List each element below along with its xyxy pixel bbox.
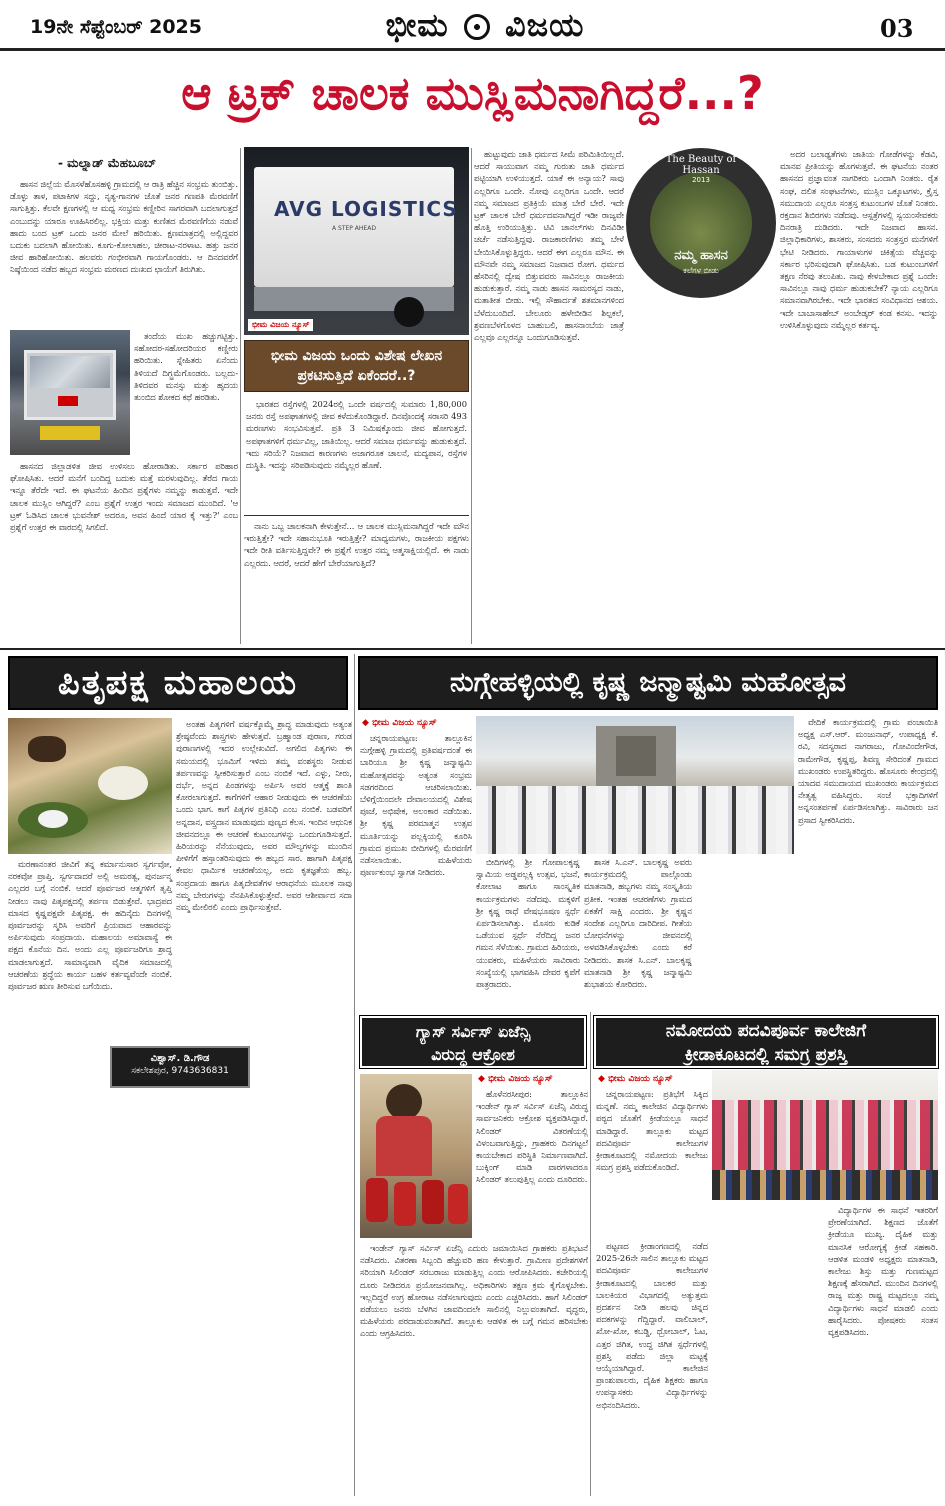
- issue-date: 19ನೇ ಸೆಪ್ಟೆಂಬರ್ 2025: [30, 16, 202, 38]
- nugge-col1: [360, 732, 472, 878]
- namo-photo: [712, 1070, 938, 1200]
- truck-photo: [244, 147, 469, 335]
- namo-para-2: ಪಟ್ಟಣದ ಕ್ರೀಡಾಂಗಣದಲ್ಲಿ ನಡೆದ 2025-26ನೇ ಸಾಲಿನ ತಾಲ್ಲೂಕು ಮಟ್ಟದ ಪದವಿಪೂರ್ವ ಕಾಲೇಜುಗಳ ಕ್ರೀಡಾಕೂಟದಲ್ಲಿ ಬಾಲಕರ ಮತ್ತು ಬಾಲಕಿಯರ ವಿಭಾಗದಲ್ಲಿ ಅತ್ಯುತ್ತಮ ಪ್ರದರ್ಶನ ನೀಡಿ ಹಲವು ಚಿನ್ನದ ಪದಕಗಳನ್ನು ಗೆದ್ದಿದ್ದಾರೆ. ವಾಲಿಬಾಲ್, ಖೋ-ಖೋ, ಕಬಡ್ಡಿ, ಥ್ರೋಬಾಲ್, ಓಟ, ಎತ್ತರ ಜಿಗಿತ, ಉದ್ದ ಜಿಗಿತ ಸ್ಪರ್ಧೆಗಳಲ್ಲಿ ಪ್ರಶಸ್ತಿ ಪಡೆದು ಜಿಲ್ಲಾ ಮಟ್ಟಕ್ಕೆ ಆಯ್ಕೆಯಾಗಿದ್ದಾರೆ. ಕಾಲೇಜಿನ ಪ್ರಾಂಶುಪಾಲರು, ದೈಹಿಕ ಶಿಕ್ಷಕರು ಹಾಗೂ ಉಪನ್ಯಾಸಕರು ವಿದ್ಯಾರ್ಥಿಗಳನ್ನು ಅಭಿನಂದಿಸಿದರು.: [596, 1241, 708, 1410]
- lead-col4-para: ಅದರ ಬಲಾಢ್ಯತೆಗಳು ಜಾತಿಯ ಗೋಡೆಗಳನ್ನು ಕೆಡವಿ, ಮಾನವ ಪ್ರೀತಿಯನ್ನು ಹೊಗಳುತ್ತವೆ. ಈ ಘಟನೆಯ ನಂತರ ಹಾಸನದ ಪ್ರಜ್ಞಾವಂತ ನಾಗರಿಕರು ಒಂದಾಗಿ ನಿಂತರು. ರೈತ ಸಂಘ, ದಲಿತ ಸಂಘಟನೆಗಳು, ಮುಸ್ಲಿಂ ಒಕ್ಕೂಟಗಳು, ಕ್ರೈಸ್ತ ಸಮುದಾಯ ಎಲ್ಲರೂ ಸಂತ್ರಸ್ತ ಕುಟುಂಬಗಳ ಜೊತೆ ನಿಂತರು. ರಕ್ತದಾನ ಶಿಬಿರಗಳು ನಡೆದವು. ಆಸ್ಪತ್ರೆಗಳಲ್ಲಿ ಸ್ವಯಂಸೇವಕರು ದಿನರಾತ್ರಿ ದುಡಿದರು. ಇದೇ ನಿಜವಾದ ಹಾಸನ. ಜಿಲ್ಲಾಧಿಕಾರಿಗಳು, ಶಾಸಕರು, ಸಂಸದರು ಸಂತ್ರಸ್ತರ ಮನೆಗಳಿಗೆ ಭೇಟಿ ನೀಡಿದರು. ಗಾಯಾಳುಗಳ ಚಿಕಿತ್ಸೆಯ ವೆಚ್ಚವನ್ನು ಸರ್ಕಾರ ಭರಿಸುವುದಾಗಿ ಘೋಷಿಸಿತು. ಬಡ ಕುಟುಂಬಗಳಿಗೆ ತಕ್ಷಣ ನೆರವು ತಲುಪಿತು. ನಾವು ಕೇಳಬೇಕಾದ ಪ್ರಶ್ನೆ ಒಂದೇ: ಸಾವಿನಲ್ಲೂ ನಾವು ಧರ್ಮ ಹುಡುಕಬೇಕೆ? ನ್ಯಾಯ ಎಲ್ಲರಿಗೂ ಸಮಾನವಾಗಿರಬೇಕು. ಇದೇ ಭಾರತದ ಸಂವಿಧಾನದ ಆಶಯ. ಇದೇ ಬಾಬಾಸಾಹೇಬ್ ಅಂಬೇಡ್ಕರ್ ಕಂಡ ಕನಸು. ಇದನ್ನು ಉಳಿಸಿಕೊಳ್ಳುವುದು ನಮ್ಮೆಲ್ಲರ ಕರ್ತವ್ಯ.: [780, 149, 938, 330]
- pitru-col2: [176, 718, 352, 1492]
- pitru-col1: [8, 858, 172, 1492]
- lead-byline: - ಮಲ್ನಾಡ್ ಮೆಹಬೂಬ್: [58, 156, 156, 170]
- paper-name-left: ಭೀಮ: [385, 6, 449, 44]
- pitru-author-name: ವಿಶ್ವಾಸ್. ಡಿ.ಗೌಡ: [150, 1053, 210, 1064]
- col-rule-4: [590, 1012, 591, 1496]
- lead-col3-para-a: ಹುಟ್ಟುವುದು ಜಾತಿ ಧರ್ಮದ ಸೀಮೆ ಪರಿಮಿತಿಯಿಲ್ಲದೆ. ಆದರೆ ಸಾಯುವಾಗ ನಮ್ಮ ಗುರುತು ಜಾತಿ ಧರ್ಮದ ಪಟ್ಟಿಯಾಗಿ ಉಳಿಯುತ್ತದೆ. ಯಾಕೆ ಈ ಅನ್ಯಾಯ? ಸಾವು ಎಲ್ಲರಿಗೂ ಒಂದೇ. ನೋವು ಎಲ್ಲರಿಗೂ ಒಂದೇ. ಆದರೆ ನಮ್ಮ ಸಮಾಜದ ಪ್ರತಿಕ್ರಿಯೆ ಮಾತ್ರ ಬೇರೆ ಬೇರೆ. ಇದೇ ಟ್ರಕ್ ಚಾಲಕ ಬೇರೆ ಧರ್ಮದವನಾಗಿದ್ದರೆ ಇಡೀ ರಾಜ್ಯವೇ ಹೊತ್ತಿ ಉರಿಯುತ್ತಿತ್ತು. ಟಿವಿ ಚಾನಲ್‌ಗಳು ದಿನವಿಡೀ ಚರ್ಚೆ ನಡೆಸುತ್ತಿದ್ದವು. ರಾಜಕಾರಣಿಗಳು ತಮ್ಮ ಬೇಳೆ ಬೇಯಿಸಿಕೊಳ್ಳುತ್ತಿದ್ದರು. ಆದರೆ ಈಗ ಎಲ್ಲರೂ ಮೌನ. ಈ ಮೌನವೇ ನಮ್ಮ ಸಮಾಜದ ನಿಜವಾದ ರೋಗ. ಧರ್ಮದ ಹೆಸರಿನಲ್ಲಿ ದ್ವೇಷ ಬಿತ್ತುವವರು ಸಾವಿನಲ್ಲೂ ರಾಜಕೀಯ ಹುಡುಕುತ್ತಾರೆ. ನಮ್ಮ ನಾಡು ಹಾಸನ ಸಾಮರಸ್ಯದ ನಾಡು, ಮತಾತೀತ ಬೀಡು. ಇಲ್ಲಿ ಸೌಹಾರ್ದತೆ ಶತಮಾನಗಳಿಂದ ಬೆಳೆದುಬಂದಿದೆ. ಬೇಲೂರು ಹಳೇಬೀಡಿನ ಶಿಲ್ಪಕಲೆ, ಶ್ರವಣಬೆಳಗೊಳದ ಬಾಹುಬಲಿ, ಹಾಸನಾಂಬೆಯ ಜಾತ್ರೆ ಎಲ್ಲವೂ ಎಲ್ಲರನ್ನೂ ಒಂದುಗೂಡಿಸುತ್ತವೆ.: [474, 149, 624, 343]
- hassan-logo-year: 2013: [692, 176, 710, 184]
- special-box-title-text: ಭೀಮ ವಿಜಯ ಒಂದು ವಿಶೇಷ ಲೇಖನ ಪ್ರಕಟಿಸುತ್ತಿದೆ ಏಕೆಂದರೆ..?: [270, 348, 443, 384]
- nugge-col4: [696, 856, 792, 1010]
- page-number: 03: [880, 14, 914, 43]
- pitru-para-1: ಮರಣಾನಂತರ ಜೀವಿಗೆ ತನ್ನ ಕರ್ಮಾನುಸಾರ ಸ್ವರ್ಗವೋ, ನರಕವೋ ಪ್ರಾಪ್ತಿ. ಸ್ವರ್ಗವಾದರೆ ಅಲ್ಲಿ ಅಮರತ್ವ, ಪುನರ್ಜನ್ಮ ಎಲ್ಲದರ ಬಗ್ಗೆ ನಂಬಿಕೆ. ಆದರೆ ಪೂರ್ವಜರ ಆತ್ಮಗಳಿಗೆ ತೃಪ್ತಿ ನೀಡಲು ನಾವು ಪಿತೃಪಕ್ಷದಲ್ಲಿ ತರ್ಪಣ ಬಿಡುತ್ತೇವೆ. ಭಾದ್ರಪದ ಮಾಸದ ಕೃಷ್ಣಪಕ್ಷವೇ ಪಿತೃಪಕ್ಷ. ಈ ಹದಿನೈದು ದಿನಗಳಲ್ಲಿ ಪೂರ್ವಜರನ್ನು ಸ್ಮರಿಸಿ ಅವರಿಗೆ ಪ್ರಿಯವಾದ ಆಹಾರವನ್ನು ಅರ್ಪಿಸುವುದು ಸಂಪ್ರದಾಯ. ಮಹಾಲಯ ಅಮಾವಾಸ್ಯೆ ಈ ಪಕ್ಷದ ಕೊನೆಯ ದಿನ. ಅಂದು ಎಲ್ಲ ಪೂರ್ವಜರಿಗೂ ಶ್ರಾದ್ಧ ಮಾಡಲಾಗುತ್ತದೆ. ಸಾಮಾನ್ಯವಾಗಿ ವೈದಿಕ ಸಮಾಜದಲ್ಲಿ ಆಚರಣೆಯ ಶ್ರದ್ಧೆಯ ಕಾರ್ಯ ಬಹಳ ಕರ್ತವ್ಯವೆಂದೇ ನಂಬಿಕೆ. ಪೂರ್ವಜರ ಋಣ ತೀರಿಸುವ ಬಗೆಯಿದು.: [8, 859, 172, 992]
- special-follow: [244, 520, 469, 642]
- nugge-para-2: ಬೀದಿಗಳಲ್ಲಿ ಶ್ರೀ ಗೋಪಾಲಕೃಷ್ಣ ಸ್ವಾಮಿಯ ಅಡ್ಡಪಲ್ಲಕ್ಕಿ ಉತ್ಸವ, ಭಜನೆ, ಕೋಲಾಟ ಹಾಗೂ ಸಾಂಸ್ಕೃತಿಕ ಕಾರ್ಯಕ್ರಮಗಳು ನಡೆದವು. ಮಕ್ಕಳಿಗೆ ಶ್ರೀ ಕೃಷ್ಣ ರಾಧೆ ವೇಷಭೂಷಣ ಸ್ಪರ್ಧೆ ಏರ್ಪಡಿಸಲಾಗಿತ್ತು. ಮೊಸರು ಕುಡಿಕೆ ಒಡೆಯುವ ಸ್ಪರ್ಧೆ ನೆರೆದಿದ್ದ ಜನರ ಗಮನ ಸೆಳೆಯಿತು. ಗ್ರಾಮದ ಹಿರಿಯರು, ಯುವಕರು, ಮಹಿಳೆಯರು ಸಾವಿರಾರು ಸಂಖ್ಯೆಯಲ್ಲಿ ಭಾಗವಹಿಸಿ ದೇವರ ಕೃಪೆಗೆ ಪಾತ್ರರಾದರು.: [476, 857, 580, 990]
- pitru-author-place: ಸಕಲೇಶಪುರ, 9743636831: [131, 1066, 229, 1076]
- lead-col3: [474, 148, 624, 378]
- nugge-para-4: ವೇದಿಕೆ ಕಾರ್ಯಕ್ರಮದಲ್ಲಿ ಗ್ರಾಮ ಪಂಚಾಯಿತಿ ಅಧ್ಯಕ್ಷ ಎಸ್.ಆರ್. ಮಂಜುನಾಥ್, ಉಪಾಧ್ಯಕ್ಷ ಕೆ. ರವಿ, ಸದಸ್ಯರಾದ ನಾಗರಾಜು, ಗೋವಿಂದೇಗೌಡ, ರಾಮೇಗೌಡ, ಕೃಷ್ಣಪ್ಪ, ಶಿವಣ್ಣ ಸೇರಿದಂತೆ ಗ್ರಾಮದ ಮುಖಂಡರು ಉಪಸ್ಥಿತರಿದ್ದರು. ಹೊಸೂರು ಕೇಂದ್ರದಲ್ಲಿ ಯಾದವ ಸಮುದಾಯದ ಮುಖಂಡರು ಕಾರ್ಯಕ್ರಮದ ನೇತೃತ್ವ ವಹಿಸಿದ್ದರು. ಸಂಜೆ ಭಕ್ತಾದಿಗಳಿಗೆ ಅನ್ನಸಂತರ್ಪಣೆ ಏರ್ಪಡಿಸಲಾಗಿತ್ತು. ಸಾವಿರಾರು ಜನ ಪ್ರಸಾದ ಸ್ವೀಕರಿಸಿದರು.: [798, 717, 938, 825]
- namo-para-3: ವಿದ್ಯಾರ್ಥಿಗಳ ಈ ಸಾಧನೆ ಇತರರಿಗೆ ಪ್ರೇರಣೆಯಾಗಿದೆ. ಶಿಕ್ಷಣದ ಜೊತೆಗೆ ಕ್ರೀಡೆಯೂ ಮುಖ್ಯ. ದೈಹಿಕ ಮತ್ತು ಮಾನಸಿಕ ಆರೋಗ್ಯಕ್ಕೆ ಕ್ರೀಡೆ ಸಹಕಾರಿ. ಆಡಳಿತ ಮಂಡಳಿ ಅಧ್ಯಕ್ಷರು ಮಾತನಾಡಿ, ಕಾಲೇಜು ಶಿಸ್ತು ಮತ್ತು ಗುಣಮಟ್ಟದ ಶಿಕ್ಷಣಕ್ಕೆ ಹೆಸರಾಗಿದೆ. ಮುಂದಿನ ದಿನಗಳಲ್ಲಿ ರಾಜ್ಯ ಮತ್ತು ರಾಷ್ಟ್ರ ಮಟ್ಟದಲ್ಲೂ ನಮ್ಮ ವಿದ್ಯಾರ್ಥಿಗಳು ಸಾಧನೆ ಮಾಡಲಿ ಎಂದು ಹಾರೈಸಿದರು. ಪೋಷಕರು ಸಂತಸ ವ್ಯಕ್ತಪಡಿಸಿದರು.: [828, 1205, 938, 1338]
- lead-col3-lower: [474, 380, 774, 642]
- hassan-logo-name: ನಮ್ಮ ಹಾಸನ: [674, 248, 728, 263]
- masthead-rule: [0, 48, 945, 51]
- gas-photo: [360, 1074, 472, 1238]
- nugge-para-3: ಶಾಸಕ ಸಿ.ಎನ್. ಬಾಲಕೃಷ್ಣ ಅವರು ಕಾರ್ಯಕ್ರಮದಲ್ಲಿ ಪಾಲ್ಗೊಂಡು ಮಾತನಾಡಿ, ಹಬ್ಬಗಳು ನಮ್ಮ ಸಂಸ್ಕೃತಿಯ ಪ್ರತೀಕ. ಇಂತಹ ಆಚರಣೆಗಳು ಗ್ರಾಮದ ಏಕತೆಗೆ ಸಾಕ್ಷಿ ಎಂದರು. ಶ್ರೀ ಕೃಷ್ಣನ ಸಂದೇಶ ಎಲ್ಲರಿಗೂ ದಾರಿದೀಪ. ಗೀತೆಯ ಬೋಧನೆಗಳನ್ನು ಜೀವನದಲ್ಲಿ ಅಳವಡಿಸಿಕೊಳ್ಳಬೇಕು ಎಂದು ಕರೆ ನೀಡಿದರು. ಶಾಸಕ ಸಿ.ಎನ್. ಬಾಲಕೃಷ್ಣ ಮಾತನಾಡಿ ಶ್ರೀ ಕೃಷ್ಣ ಜನ್ಮಾಷ್ಟಮಿ ಶುಭಾಶಯ ಕೋರಿದರು.: [584, 857, 692, 990]
- namo-headline-1: ನಮೋದಯ ಪದವಿಪೂರ್ವ ಕಾಲೇಜಿಗೆ: [665, 1021, 867, 1041]
- section-divider: [0, 648, 945, 650]
- pitru-photo: [8, 718, 172, 854]
- gas-para-2: ಇಂಡೇನ್ ಗ್ಯಾಸ್ ಸರ್ವಿಸ್ ಏಜೆನ್ಸಿ ಎದುರು ಜಮಾಯಿಸಿದ ಗ್ರಾಹಕರು ಪ್ರತಿಭಟನೆ ನಡೆಸಿದರು. ವಿತರಣಾ ಸಿಬ್ಬಂದಿ ಹೆಚ್ಚುವರಿ ಹಣ ಕೇಳುತ್ತಾರೆ. ಗ್ರಾಮೀಣ ಪ್ರದೇಶಗಳಿಗೆ ಸರಿಯಾಗಿ ಸಿಲಿಂಡರ್ ಸರಬರಾಜು ಮಾಡುತ್ತಿಲ್ಲ ಎಂದು ಆರೋಪಿಸಿದರು. ಕಚೇರಿಯಲ್ಲಿ ದೂರು ನೀಡಿದರೂ ಪ್ರಯೋಜನವಾಗಿಲ್ಲ. ಅಧಿಕಾರಿಗಳು ತಕ್ಷಣ ಕ್ರಮ ಕೈಗೊಳ್ಳಬೇಕು. ಇಲ್ಲದಿದ್ದರೆ ಉಗ್ರ ಹೋರಾಟ ನಡೆಸಲಾಗುವುದು ಎಂದು ಎಚ್ಚರಿಸಿದರು. ಹಾಗೆ ಸಿಲಿಂಡರ್ ಪಡೆಯಲು ಜನರು ಬೆಳಗಿನ ಜಾವದಿಂದಲೇ ಸಾಲಿನಲ್ಲಿ ನಿಲ್ಲುವಂತಾಗಿದೆ. ವೃದ್ಧರು, ಮಹಿಳೆಯರು ಪರದಾಡುವಂತಾಗಿದೆ. ತಾಲ್ಲೂಕು ಆಡಳಿತ ಈ ಬಗ್ಗೆ ಗಮನ ಹರಿಸಬೇಕು ಎಂದು ಆಗ್ರಹಿಸಿದರು.: [360, 1243, 588, 1339]
- lead-col1b-para: ತಂದೆಯ ಮುಖ ಹಚ್ಚುಗಟ್ಟಿತ್ತು. ಸಹೋದರ-ಸಹೋದರಿಯರ ಕಣ್ಣೀರು ಹರಿಯಿತು. ಸ್ನೇಹಿತರು ಏನೆಂದು ತಿಳಿಯದೆ ದಿಗ್ಭ್ರಮೆಗೊಂಡರು. ಬಲ್ಲದು-ತಿಳಿದವರ ಮನಸ್ಸು ಮತ್ತು ಹೃದಯ ತುಂಬಿದ ಶೋಕದ ಕಥೆ ಹರಡಿತು.: [134, 331, 238, 403]
- namo-col3: [712, 1204, 824, 1492]
- lead-col1-top: [10, 178, 238, 326]
- paper-name: [360, 6, 610, 46]
- nugge-col5: [798, 716, 938, 1010]
- special-box-title: [244, 340, 469, 392]
- pitru-headline: ಪಿತೃಪಕ್ಷ ಮಹಾಲಯ: [57, 663, 299, 703]
- gas-headline-box: [360, 1016, 586, 1068]
- pitru-para-2: ಅಂತಹ ಪಿತೃಗಳಿಗೆ ವರ್ಷಕ್ಕೊಮ್ಮೆ ಶ್ರಾದ್ಧ ಮಾಡುವುದು ಅತ್ಯಂತ ಶ್ರೇಷ್ಠವೆಂದು ಶಾಸ್ತ್ರಗಳು ಹೇಳುತ್ತವೆ. ಬ್ರಹ್ಮಾಂಡ ಪುರಾಣ, ಗರುಡ ಪುರಾಣಗಳಲ್ಲಿ ಇದರ ಉಲ್ಲೇಖವಿದೆ. ಅಗಲಿದ ಪಿತೃಗಳು ಈ ಸಮಯದಲ್ಲಿ ಭೂಮಿಗೆ ಇಳಿದು ತಮ್ಮ ವಂಶಸ್ಥರು ನೀಡುವ ತರ್ಪಣವನ್ನು ಸ್ವೀಕರಿಸುತ್ತಾರೆ ಎಂಬ ನಂಬಿಕೆ ಇದೆ. ಎಳ್ಳು, ನೀರು, ದರ್ಭೆ, ಅನ್ನದ ಪಿಂಡಗಳನ್ನು ಅರ್ಪಿಸಿ ಅವರ ಆತ್ಮಕ್ಕೆ ಶಾಂತಿ ಕೋರಲಾಗುತ್ತದೆ. ಕಾಗೆಗಳಿಗೆ ಆಹಾರ ನೀಡುವುದು ಈ ಆಚರಣೆಯ ಒಂದು ಭಾಗ. ಕಾಗೆ ಪಿತೃಗಳ ಪ್ರತಿನಿಧಿ ಎಂಬ ನಂಬಿಕೆ. ಬಡವರಿಗೆ ಅನ್ನದಾನ, ವಸ್ತ್ರದಾನ ಮಾಡುವುದು ಪುಣ್ಯದ ಕೆಲಸ. ಇಂದಿನ ಆಧುನಿಕ ಜೀವನದಲ್ಲೂ ಈ ಆಚರಣೆ ಕುಟುಂಬಗಳನ್ನು ಒಂದುಗೂಡಿಸುತ್ತದೆ. ಹಿರಿಯರನ್ನು ನೆನೆಯುವುದು, ಅವರ ಮೌಲ್ಯಗಳನ್ನು ಮುಂದಿನ ಪೀಳಿಗೆಗೆ ಹಸ್ತಾಂತರಿಸುವುದು ಈ ಹಬ್ಬದ ಸಾರ. ಹಾಗಾಗಿ ಪಿತೃಪಕ್ಷ ಕೇವಲ ಧಾರ್ಮಿಕ ಆಚರಣೆಯಲ್ಲ, ಅದು ಕೃತಜ್ಞತೆಯ ಹಬ್ಬ. ಸಂಪ್ರದಾಯ ಹಾಗೂ ಪಿತೃದೇವತೆಗಳ ಆರಾಧನೆಯ ಮೂಲಕ ನಾವು ನಮ್ಮ ಬೇರುಗಳನ್ನು ನೆನಪಿಸಿಕೊಳ್ಳುತ್ತೇವೆ. ಅವರ ಆಶೀರ್ವಾದ ಸದಾ ನಮ್ಮ ಮೇಲಿರಲಿ ಎಂದು ಪ್ರಾರ್ಥಿಸುತ್ತೇವೆ.: [176, 719, 352, 913]
- gas-para-1: ಹೊಳೆನರಸೀಪುರ: ತಾಲ್ಲೂಕಿನ ಇಂಡೇನ್ ಗ್ಯಾಸ್ ಸರ್ವಿಸ್ ಏಜೆನ್ಸಿ ವಿರುದ್ಧ ಸಾರ್ವಜನಿಕರು ಆಕ್ರೋಶ ವ್ಯಕ್ತಪಡಿಸಿದ್ದಾರೆ. ಸಿಲಿಂಡರ್ ವಿತರಣೆಯಲ್ಲಿ ವಿಳಂಬವಾಗುತ್ತಿದ್ದು, ಗ್ರಾಹಕರು ದಿನಗಟ್ಟಲೆ ಕಾಯಬೇಕಾದ ಪರಿಸ್ಥಿತಿ ನಿರ್ಮಾಣವಾಗಿದೆ. ಬುಕ್ಕಿಂಗ್ ಮಾಡಿ ವಾರಗಳಾದರೂ ಸಿಲಿಂಡರ್ ತಲುಪುತ್ತಿಲ್ಲ ಎಂದು ದೂರಿದರು.: [476, 1089, 588, 1185]
- nugge-col1-lower: [360, 856, 472, 1010]
- col-rule-1: [240, 148, 241, 644]
- nugge-headline: ನುಗ್ಗೇಹಳ್ಳಿಯಲ್ಲಿ ಕೃಷ್ಣ ಜನ್ಮಾಷ್ಟಮಿ ಮಹೋತ್ಸವ: [450, 667, 846, 698]
- accident-photo: [10, 330, 130, 455]
- gas-col1: [476, 1088, 588, 1238]
- pitru-headline-bar: [8, 656, 348, 710]
- paper-name-right: ವಿಜಯ: [505, 6, 585, 44]
- gas-headline-1: ಗ್ಯಾಸ್ ಸರ್ವಿಸ್ ಏಜೆನ್ಸಿ: [415, 1022, 531, 1041]
- namo-headline-2: ಕ್ರೀಡಾಕೂಟದಲ್ಲಿ ಸಮಗ್ರ ಪ್ರಶಸ್ತಿ: [684, 1045, 848, 1065]
- truck-logo-text: AVG LOGISTICS: [274, 197, 458, 221]
- namo-col2: [596, 1240, 708, 1492]
- truck-logo-tag: A STEP AHEAD: [332, 225, 376, 232]
- nugge-credit: ◆ ಭೀಮ ವಿಜಯ ನ್ಯೂಸ್: [362, 718, 437, 728]
- hassan-logo-sub: ಕಲೆಗಳ ಬೀಡು: [683, 266, 719, 275]
- gas-col2: [360, 1242, 588, 1492]
- lead-col1-para: ಹಾಸನ ಜಿಲ್ಲೆಯ ಮೊಸಳೆಹೊಸಹಳ್ಳಿ ಗ್ರಾಮದಲ್ಲಿ ಆ ರಾತ್ರಿ ಹೆಚ್ಚಿನ ಸಂಭ್ರಮ ತುಂಬಿತ್ತು. ಡೊಳ್ಳು ತಾಳ, ಪಟಾಕಿಗಳ ಸದ್ದು, ನೃತ್ಯ-ಗಾನಗಳ ಜೊತೆ ಜನರ ಗಣಪತಿ ಮೆರವಣಿಗೆ ಸಾಗುತ್ತಿತ್ತು. ಕೆಲವೇ ಕ್ಷಣಗಳಲ್ಲಿ ಆ ಮಧ್ಯ ಸಂಭ್ರಮ ಕಣ್ಣೀರಿನ ಸಾಗರವಾಗಿ ಬದಲಾಗುತ್ತದೆ ಎಂಬುದನ್ನು ಯಾರೂ ಊಹಿಸಿರಲಿಲ್ಲ. ಭಕ್ತಿಯ ಮತ್ತು ಕುಣಿತದ ಮೆರವಣಿಗೆಯ ನಡುವೆ ಹಾದು ಬಂದ ಟ್ರಕ್ ಒಂದು ಜನರ ಮೇಲೆ ಹರಿಯಿತು. ಕ್ಷಣಮಾತ್ರದಲ್ಲಿ ಅಲ್ಲಿದ್ದವರ ಬದುಕು ಬದಲಾಗಿ ಹೋಯಿತು. ಕೂಗು-ಕೋಲಾಹಲ, ಚೀರಾಟ-ನರಳಾಟ. ಹತ್ತು ಜನರ ಜೀವ ಹಾರಿಹೋಯಿತು. ಹಲವರು ಗಂಭೀರವಾಗಿ ಗಾಯಗೊಂಡರು. ಆ ದಿನದವರೆಗೆ ನಿಷ್ಠೆಯಿಂದ ನಡೆದ ಹಬ್ಬದ ಸಂಭ್ರಮ ಮರಣದ ದುಃಖದ ಛಾಯೆಗೆ ತಿರುಗಿತು.: [10, 179, 238, 275]
- nugge-headline-bar: [358, 656, 938, 710]
- namo-para-1: ಚನ್ನರಾಯಪಟ್ಟಣ: ಪ್ರತಿಭೆಗೆ ಸಿಕ್ಕಿದ ಮನ್ನಣೆ. ನಮ್ಮ ಕಾಲೇಜಿನ ವಿದ್ಯಾರ್ಥಿಗಳು ಪಠ್ಯದ ಜೊತೆಗೆ ಕ್ರೀಡೆಯಲ್ಲೂ ಸಾಧನೆ ಮಾಡಿದ್ದಾರೆ. ತಾಲ್ಲೂಕು ಮಟ್ಟದ ಪದವಿಪೂರ್ವ ಕಾಲೇಜುಗಳ ಕ್ರೀಡಾಕೂಟದಲ್ಲಿ ನಮೋದಯ ಕಾಲೇಜು ಸಮಗ್ರ ಪ್ರಶಸ್ತಿ ಪಡೆದುಕೊಂಡಿದೆ.: [596, 1089, 708, 1173]
- namo-col1: [596, 1088, 708, 1236]
- namo-headline-box: [594, 1016, 938, 1068]
- gas-credit: ◆ ಭೀಮ ವಿಜಯ ನ್ಯೂಸ್: [478, 1074, 553, 1084]
- special-follow-para: ನಾನು ಒಬ್ಬ ಚಾಲಕನಾಗಿ ಕೇಳುತ್ತೇನೆ... ಆ ಚಾಲಕ ಮುಸ್ಲಿಮನಾಗಿದ್ದರೆ ಇದೇ ಮೌನ ಇರುತ್ತಿತ್ತೇ? ಇದೇ ಸಹಾನುಭೂತಿ ಇರುತ್ತಿತ್ತೇ? ಮಾಧ್ಯಮಗಳು, ರಾಜಕೀಯ ಪಕ್ಷಗಳು ಇದೇ ರೀತಿ ವರ್ತಿಸುತ್ತಿದ್ದವೇ? ಈ ಪ್ರಶ್ನೆಗೆ ಉತ್ತರ ನಮ್ಮ ಆತ್ಮಸಾಕ್ಷಿಯಲ್ಲಿದೆ. ಈ ನಾಡು ಎಲ್ಲರದು. ಆದರೆ, ಆದರೆ ಹೇಗೆ ಬೇರೆಯಾಗುತ್ತಿದೆ?: [244, 521, 469, 568]
- hassan-logo-ring-text: The Beauty of Hassan: [665, 154, 737, 176]
- special-box-body: [244, 396, 469, 516]
- nugge-col2: [476, 856, 580, 1010]
- col-rule-2: [471, 148, 472, 644]
- lead-col4-right: [780, 148, 938, 642]
- lead-headline: ಆ ಟ್ರಕ್ ಚಾಲಕ ಮುಸ್ಲಿಮನಾಗಿದ್ದರೆ...?: [181, 66, 764, 120]
- lead-col1-bottom: [10, 460, 238, 642]
- namo-credit: ◆ ಭೀಮ ವಿಜಯ ನ್ಯೂಸ್: [598, 1074, 673, 1084]
- special-box-para: ಭಾರತದ ರಸ್ತೆಗಳಲ್ಲಿ 2024ರಲ್ಲಿ ಒಂದೇ ವರ್ಷದಲ್ಲಿ ಸುಮಾರು 1,80,000 ಜನರು ರಸ್ತೆ ಅಪಘಾತಗಳಲ್ಲಿ ಜೀವ ಕಳೆದುಕೊಂಡಿದ್ದಾರೆ. ದಿನವೊಂದಕ್ಕೆ ಸರಾಸರಿ 493 ಮರಣಗಳು ಸಂಭವಿಸುತ್ತವೆ. ಪ್ರತಿ 3 ನಿಮಿಷಕ್ಕೊಂದು ಜೀವ ಹೋಗುತ್ತದೆ. ಅಪಘಾತಗಳಿಗೆ ಧರ್ಮವಿಲ್ಲ, ಜಾತಿಯಿಲ್ಲ. ಆದರೆ ಸಮಾಜ ಧರ್ಮವನ್ನು ಹುಡುಕುತ್ತದೆ. ಇದು ಸರಿಯೆ? ನಿಜವಾದ ಕಾರಣಗಳು ಅಜಾಗರೂಕ ಚಾಲನೆ, ಮದ್ಯಪಾನ, ರಸ್ತೆಗಳ ದುಸ್ಥಿತಿ. ಇದನ್ನು ಸರಿಪಡಿಸುವುದು ನಮ್ಮೆಲ್ಲರ ಹೊಣೆ.: [246, 399, 467, 471]
- lead-col1c-para: ಹಾಸನದ ಜಿಲ್ಲಾಡಳಿತ ಜೀವ ಉಳಿಸಲು ಹೋರಾಡಿತು. ಸರ್ಕಾರ ಪರಿಹಾರ ಘೋಷಿಸಿತು. ಆದರೆ ಮನೆಗೆ ಬಂದಿದ್ದ ಬದುಕು ಮತ್ತೆ ಮರಳುವುದಿಲ್ಲ. ತೆರೆದ ಗಾಯ ಇನ್ನೂ ತೆರೆದೇ ಇದೆ. ಈ ಘಟನೆಯ ಹಿಂದಿನ ಪ್ರಶ್ನೆಗಳು ನಮ್ಮನ್ನು ಕಾಡುತ್ತವೆ. ಇದೇ ಚಾಲಕ ಮುಸ್ಲಿಂ ಆಗಿದ್ದರೆ? ಎಂಬ ಪ್ರಶ್ನೆಗೆ ಉತ್ತರ ಇಂದು ಸಮಾಜದ ಮುಂದಿದೆ. 'ಆ ಟ್ರಕ್ ಓಡಿಸಿದ ಚಾಲಕ ಭುವನೇಶ್ ಅದರೂ, ಅವನ ಹಿಂದೆ ಯಾರ ಕೈ ಇತ್ತು?' ಎಂಬ ಪ್ರಶ್ನೆಗೆ ಉತ್ತರ ಈ ವಾರದಲ್ಲಿ ಸಿಗಲಿದೆ.: [10, 461, 238, 533]
- truck-photo-credit: ಭೀಮ ವಿಜಯ ನ್ಯೂಸ್: [248, 319, 313, 331]
- hassan-logo: [626, 148, 776, 298]
- namo-col4: [828, 1204, 938, 1492]
- gas-headline-2: ವಿರುದ್ಧ ಆಕ್ರೋಶ: [431, 1045, 515, 1064]
- nugge-col3: [584, 856, 692, 1010]
- col-rule-3: [354, 654, 355, 1496]
- ashoka-chakra-icon: [464, 14, 490, 40]
- lead-col1-mid: [134, 330, 238, 458]
- nugge-photo: [476, 716, 794, 854]
- nugge-para-1: ಚನ್ನರಾಯಪಟ್ಟಣ: ತಾಲ್ಲೂಕಿನ ನುಗ್ಗೇಹಳ್ಳಿ ಗ್ರಾಮದಲ್ಲಿ ಪ್ರತಿವರ್ಷದಂತೆ ಈ ಬಾರಿಯೂ ಶ್ರೀ ಕೃಷ್ಣ ಜನ್ಮಾಷ್ಟಮಿ ಮಹೋತ್ಸವವನ್ನು ಅತ್ಯಂತ ಸಂಭ್ರಮ ಸಡಗರದಿಂದ ಆಚರಿಸಲಾಯಿತು. ಬೆಳಿಗ್ಗೆಯಿಂದಲೇ ದೇವಾಲಯದಲ್ಲಿ ವಿಶೇಷ ಪೂಜೆ, ಅಭಿಷೇಕ, ಅಲಂಕಾರ ನಡೆಯಿತು. ಶ್ರೀ ಕೃಷ್ಣ ಪರಮಾತ್ಮನ ಉತ್ಸವ ಮೂರ್ತಿಯನ್ನು ಪಲ್ಲಕ್ಕಿಯಲ್ಲಿ ಕೂರಿಸಿ ಗ್ರಾಮದ ಪ್ರಮುಖ ಬೀದಿಗಳಲ್ಲಿ ಮೆರವಣಿಗೆ ನಡೆಸಲಾಯಿತು. ಮಹಿಳೆಯರು ಪೂರ್ಣಕುಂಭ ಸ್ವಾಗತ ನೀಡಿದರು.: [360, 733, 472, 878]
- masthead: [0, 0, 945, 52]
